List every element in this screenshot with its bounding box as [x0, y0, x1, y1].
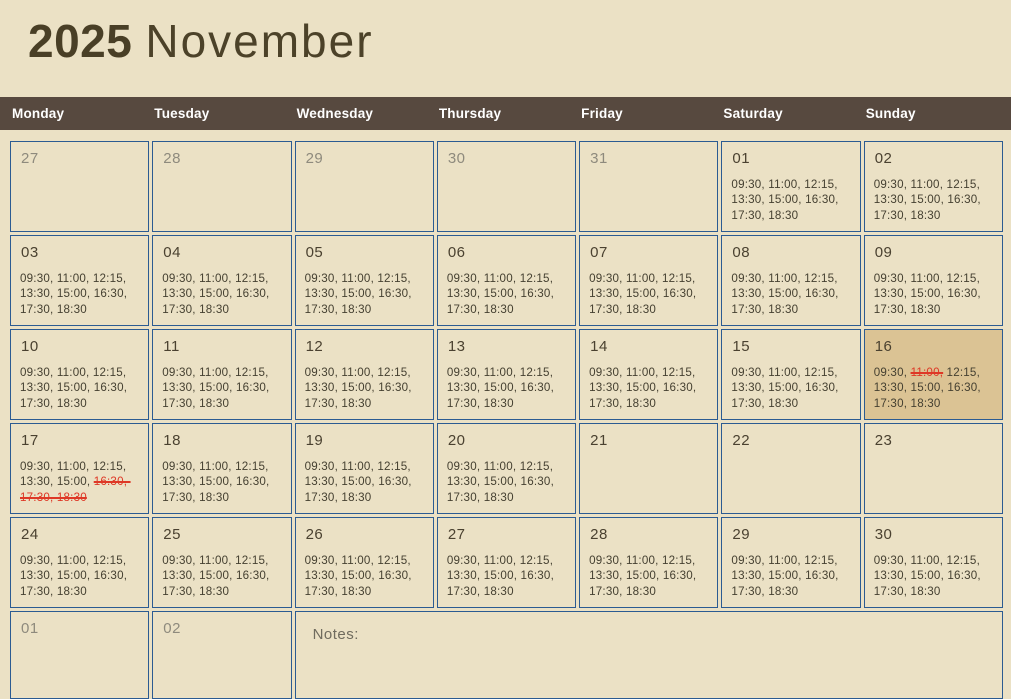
time-slot-text: 09:30, 11:00, 12:15,	[873, 178, 980, 191]
cancelled-time: 11:00,	[910, 366, 944, 379]
weekday-label-monday: Monday	[12, 106, 65, 121]
day-number: 12	[305, 338, 324, 355]
time-slot-text: 17:30, 18:30	[162, 396, 230, 410]
time-slot-text: 17:30, 18:30	[304, 584, 372, 598]
day-number: 29	[305, 150, 324, 167]
day-cell-14[interactable]	[579, 329, 718, 420]
title-month: November	[145, 15, 374, 67]
day-cell-20[interactable]	[437, 423, 576, 514]
day-number: 19	[305, 432, 324, 449]
day-number: 08	[732, 244, 751, 261]
day-cell-13[interactable]	[437, 329, 576, 420]
day-cell-05[interactable]	[295, 235, 434, 326]
weekday-label-tuesday: Tuesday	[154, 106, 210, 121]
day-cell-09[interactable]	[864, 235, 1003, 326]
time-slot-text: 17:30, 18:30	[873, 584, 941, 598]
day-number: 15	[732, 338, 751, 355]
day-times	[20, 553, 142, 599]
day-number: 20	[447, 432, 466, 449]
time-slot-text: 12:15,	[943, 366, 980, 379]
day-cell-30[interactable]	[864, 517, 1003, 608]
time-slot-text: 09:30,	[873, 366, 911, 379]
notes-label: Notes:	[312, 626, 359, 643]
day-number: 25	[163, 526, 181, 543]
time-slot-text: 17:30, 18:30	[446, 396, 514, 410]
day-number: 30	[874, 526, 893, 543]
day-cell-24[interactable]	[10, 517, 149, 608]
weekday-label-saturday: Saturday	[723, 106, 783, 121]
time-slot-text: 09:30, 11:00, 12:15,	[446, 366, 554, 379]
day-number: 28	[590, 526, 608, 543]
day-times	[20, 271, 142, 317]
day-cell-19[interactable]	[295, 423, 434, 514]
day-number: 04	[163, 244, 181, 261]
day-times	[305, 271, 427, 317]
time-slot-text: 17:30, 18:30	[162, 584, 230, 598]
day-cell-31-adjacent[interactable]	[579, 141, 718, 232]
weekday-label-friday: Friday	[581, 106, 623, 121]
time-slot-text: 13:30, 15:00, 16:30,	[731, 569, 839, 583]
day-cell-01-adjacent[interactable]	[10, 611, 149, 699]
day-cell-01[interactable]	[721, 141, 860, 232]
time-slot-text: 09:30, 11:00, 12:15,	[20, 366, 127, 379]
time-slot-text: 17:30, 18:30	[873, 208, 941, 222]
time-slot-text: 09:30, 11:00, 12:15,	[20, 272, 127, 285]
weekday-label-wednesday: Wednesday	[296, 106, 374, 121]
day-number: 02	[163, 620, 181, 637]
time-slot-text: 13:30, 15:00, 16:30,	[731, 287, 839, 301]
time-slot-text: 09:30, 11:00, 12:15,	[731, 554, 838, 567]
day-cell-06[interactable]	[437, 235, 576, 326]
time-slot-text: 09:30, 11:00, 12:15,	[162, 460, 269, 473]
day-number: 07	[590, 244, 608, 261]
day-times	[447, 459, 569, 505]
time-slot-text: 09:30, 11:00, 12:15,	[20, 554, 127, 567]
time-slot-text: 09:30, 11:00, 12:15,	[304, 366, 411, 379]
day-cell-23[interactable]	[864, 423, 1003, 514]
day-cell-04[interactable]	[152, 235, 291, 326]
time-slot-text: 09:30, 11:00, 12:15,	[20, 460, 127, 473]
notes-cell[interactable]	[295, 611, 1003, 699]
day-times	[874, 271, 996, 317]
day-number: 09	[874, 244, 893, 261]
day-number: 01	[21, 620, 39, 637]
day-cell-26[interactable]	[295, 517, 434, 608]
time-slot-text: 13:30, 15:00, 16:30,	[162, 475, 270, 489]
time-slot-text: 13:30, 15:00, 16:30,	[731, 381, 839, 395]
time-slot-text: 09:30, 11:00, 12:15,	[162, 272, 269, 285]
day-number: 29	[732, 526, 751, 543]
day-times	[162, 553, 284, 599]
day-cell-30-adjacent[interactable]	[437, 141, 576, 232]
time-slot-text: 13:30, 15:00, 16:30,	[162, 381, 270, 395]
time-slot-text: 17:30, 18:30	[589, 302, 657, 316]
time-slot-text: 13:30, 15:00, 16:30,	[873, 569, 981, 583]
day-times	[20, 365, 142, 411]
day-times	[874, 365, 996, 411]
calendar-grid	[10, 141, 1003, 699]
day-number: 03	[21, 244, 39, 261]
time-slot-text: 13:30, 15:00, 16:30,	[20, 287, 128, 301]
time-slot-text: 13:30, 15:00, 16:30,	[304, 475, 412, 489]
day-times	[20, 459, 142, 505]
time-slot-text: 17:30, 18:30	[731, 208, 799, 222]
day-number: 21	[590, 432, 608, 449]
day-number: 05	[305, 244, 324, 261]
day-cell-29[interactable]	[721, 517, 860, 608]
time-slot-text: 17:30, 18:30	[731, 584, 799, 598]
time-slot-text: 17:30, 18:30	[589, 584, 657, 598]
day-times	[874, 177, 996, 223]
time-slot-text: 13:30, 15:00, 16:30,	[20, 381, 128, 395]
time-slot-text: 17:30, 18:30	[446, 490, 514, 504]
time-slot-text: 17:30, 18:30	[731, 396, 799, 410]
time-slot-text: 13:30, 15:00, 16:30,	[446, 287, 554, 301]
day-cell-28-adjacent[interactable]	[152, 141, 291, 232]
day-cell-02-adjacent[interactable]	[152, 611, 291, 699]
day-cell-28[interactable]	[579, 517, 718, 608]
day-cell-27-adjacent[interactable]	[10, 141, 149, 232]
time-slot-text: 17:30, 18:30	[20, 396, 87, 410]
time-slot-text: 13:30, 15:00, 16:30,	[162, 569, 270, 583]
day-times	[731, 271, 853, 317]
time-slot-text: 09:30, 11:00, 12:15,	[162, 366, 269, 379]
day-times	[305, 553, 427, 599]
day-number: 24	[21, 526, 39, 543]
time-slot-text: 17:30, 18:30	[304, 490, 372, 504]
weekday-header-bar	[0, 97, 1011, 130]
day-number: 28	[163, 150, 181, 167]
time-slot-text: 17:30, 18:30	[304, 396, 372, 410]
time-slot-text: 17:30, 18:30	[20, 302, 87, 316]
time-slot-text: 17:30, 18:30	[162, 490, 230, 504]
day-cell-07[interactable]	[579, 235, 718, 326]
time-slot-text: 13:30, 15:00, 16:30,	[873, 193, 981, 207]
day-cell-15[interactable]	[721, 329, 860, 420]
time-slot-text: 09:30, 11:00, 12:15,	[589, 272, 696, 285]
day-cell-18[interactable]	[152, 423, 291, 514]
day-times	[589, 553, 711, 599]
day-times	[447, 553, 569, 599]
time-slot-text: 09:30, 11:00, 12:15,	[731, 366, 838, 379]
day-number: 30	[447, 150, 466, 167]
day-cell-25[interactable]	[152, 517, 291, 608]
time-slot-text: 13:30, 15:00, 16:30,	[589, 381, 697, 395]
time-slot-text: 09:30, 11:00, 12:15,	[589, 366, 696, 379]
day-times	[162, 459, 284, 505]
time-slot-text: 13:30, 15:00, 16:30,	[304, 569, 412, 583]
day-number: 02	[874, 150, 893, 167]
day-times	[589, 365, 711, 411]
time-slot-text: 09:30, 11:00, 12:15,	[304, 460, 411, 473]
day-number: 27	[447, 526, 466, 543]
day-number: 06	[447, 244, 466, 261]
day-times	[305, 365, 427, 411]
time-slot-text: 13:30, 15:00, 16:30,	[446, 381, 554, 395]
time-slot-text: 09:30, 11:00, 12:15,	[162, 554, 269, 567]
day-times	[589, 271, 711, 317]
time-slot-text: 13:30, 15:00,	[20, 475, 94, 489]
time-slot-text: 09:30, 11:00, 12:15,	[731, 272, 838, 285]
day-times	[162, 271, 284, 317]
weekday-label-sunday: Sunday	[865, 106, 916, 121]
day-cell-08[interactable]	[721, 235, 860, 326]
day-number: 10	[21, 338, 39, 355]
day-cell-10[interactable]	[10, 329, 149, 420]
time-slot-text: 17:30, 18:30	[731, 302, 799, 316]
time-slot-text: 09:30, 11:00, 12:15,	[304, 554, 411, 567]
time-slot-text: 17:30, 18:30	[446, 584, 514, 598]
day-times	[731, 365, 853, 411]
day-number: 31	[590, 150, 608, 167]
time-slot-text: 17:30, 18:30	[20, 584, 87, 598]
day-number: 14	[590, 338, 608, 355]
day-number: 27	[21, 150, 39, 167]
day-cell-11[interactable]	[152, 329, 291, 420]
weekday-label-thursday: Thursday	[438, 106, 502, 121]
day-cell-22[interactable]	[721, 423, 860, 514]
day-times	[874, 553, 996, 599]
day-cell-03[interactable]	[10, 235, 149, 326]
day-number: 26	[305, 526, 324, 543]
time-slot-text: 09:30, 11:00, 12:15,	[873, 554, 980, 567]
time-slot-text: 17:30, 18:30	[446, 302, 514, 316]
day-number: 13	[447, 338, 466, 355]
time-slot-text: 13:30, 15:00, 16:30,	[304, 287, 412, 301]
day-number: 16	[874, 338, 893, 355]
day-number: 01	[732, 150, 751, 167]
day-times	[162, 365, 284, 411]
day-number: 11	[163, 338, 180, 355]
time-slot-text: 13:30, 15:00, 16:30,	[731, 193, 839, 207]
day-number: 17	[21, 432, 39, 449]
time-slot-text: 13:30, 15:00, 16:30,	[20, 569, 128, 583]
day-times	[447, 271, 569, 317]
day-cell-12[interactable]	[295, 329, 434, 420]
time-slot-text: 09:30, 11:00, 12:15,	[446, 460, 554, 473]
day-number: 23	[874, 432, 893, 449]
day-cell-27[interactable]	[437, 517, 576, 608]
day-cell-02[interactable]	[864, 141, 1003, 232]
cancelled-time: 17:30, 18:30	[20, 490, 87, 504]
day-times	[731, 177, 853, 223]
time-slot-text: 09:30, 11:00, 12:15,	[873, 272, 980, 285]
day-cell-16[interactable]	[864, 329, 1003, 420]
day-cell-29-adjacent[interactable]	[295, 141, 434, 232]
day-cell-17[interactable]	[10, 423, 149, 514]
title-year: 2025	[28, 15, 133, 67]
day-number: 22	[732, 432, 751, 449]
day-number: 18	[163, 432, 181, 449]
time-slot-text: 13:30, 15:00, 16:30,	[304, 381, 412, 395]
time-slot-text: 17:30, 18:30	[873, 396, 941, 410]
page-title	[0, 0, 1011, 97]
day-times	[305, 459, 427, 505]
time-slot-text: 13:30, 15:00, 16:30,	[589, 569, 697, 583]
time-slot-text: 09:30, 11:00, 12:15,	[589, 554, 696, 567]
time-slot-text: 13:30, 15:00, 16:30,	[446, 475, 554, 489]
day-cell-21[interactable]	[579, 423, 718, 514]
time-slot-text: 09:30, 11:00, 12:15,	[731, 178, 838, 191]
time-slot-text: 13:30, 15:00, 16:30,	[162, 287, 270, 301]
time-slot-text: 17:30, 18:30	[589, 396, 657, 410]
time-slot-text: 13:30, 15:00, 16:30,	[873, 287, 981, 301]
time-slot-text: 13:30, 15:00, 16:30,	[589, 287, 697, 301]
time-slot-text: 09:30, 11:00, 12:15,	[446, 272, 554, 285]
time-slot-text: 09:30, 11:00, 12:15,	[304, 272, 411, 285]
weekday-header-row	[10, 106, 1003, 121]
time-slot-text: 17:30, 18:30	[162, 302, 230, 316]
time-slot-text: 09:30, 11:00, 12:15,	[446, 554, 554, 567]
time-slot-text: 17:30, 18:30	[304, 302, 372, 316]
time-slot-text: 17:30, 18:30	[873, 302, 941, 316]
day-times	[731, 553, 853, 599]
time-slot-text: 13:30, 15:00, 16:30,	[873, 381, 981, 395]
day-times	[447, 365, 569, 411]
cancelled-time: 16:30,	[93, 475, 131, 489]
time-slot-text: 13:30, 15:00, 16:30,	[446, 569, 554, 583]
